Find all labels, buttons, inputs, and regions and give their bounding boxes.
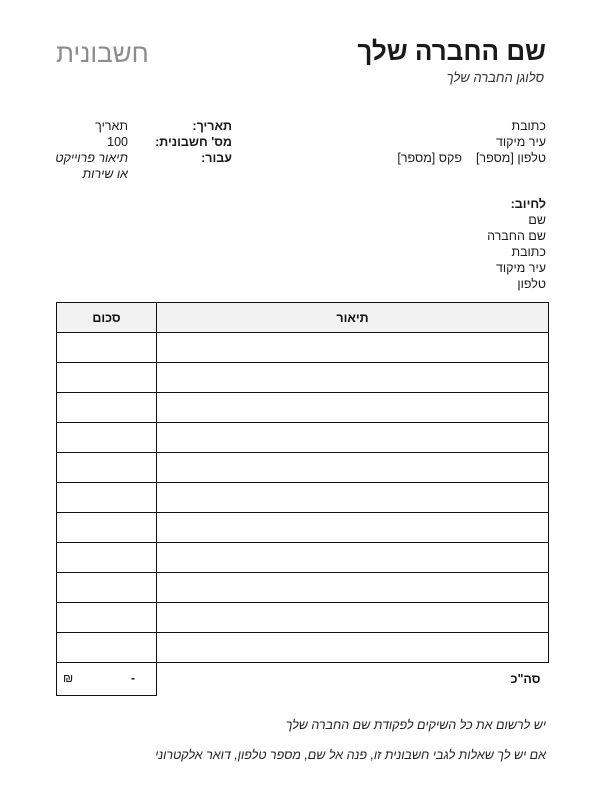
table-row	[57, 603, 549, 633]
table-row	[57, 393, 549, 423]
company-slogan: סלוגן החברה שלך	[446, 70, 544, 85]
description-cell[interactable]	[157, 633, 549, 663]
company-phone: טלפון [מספר]	[475, 151, 546, 165]
amount-cell[interactable]	[57, 603, 157, 633]
description-cell[interactable]	[157, 333, 549, 363]
table-row	[57, 513, 549, 543]
currency-symbol: ₪	[63, 671, 74, 685]
amount-cell[interactable]	[57, 423, 157, 453]
amount-cell[interactable]	[57, 543, 157, 573]
table-row	[57, 423, 549, 453]
bill-to-city-zip: עיר מיקוד	[495, 261, 546, 275]
amount-column-header: סכום	[57, 303, 157, 333]
amount-cell[interactable]	[57, 633, 157, 663]
company-city-zip: עיר מיקוד	[495, 135, 546, 149]
description-cell[interactable]	[157, 573, 549, 603]
total-label: סה"כ	[157, 663, 549, 696]
company-fax: פקס [מספר]	[397, 151, 462, 165]
total-row	[57, 663, 549, 696]
company-address-block	[316, 118, 546, 166]
amount-cell[interactable]	[57, 513, 157, 543]
bill-to-company: שם החברה	[487, 229, 546, 243]
table-row	[57, 453, 549, 483]
amount-cell[interactable]	[57, 393, 157, 423]
description-cell[interactable]	[157, 603, 549, 633]
invoice-labels	[132, 118, 232, 166]
table-header-row	[57, 303, 549, 333]
date-value: תאריך	[95, 119, 128, 133]
description-cell[interactable]	[157, 543, 549, 573]
total-amount-cell[interactable]	[57, 663, 157, 696]
footer-questions-note: אם יש לך שאלות לגבי חשבונית זו, פנה אל שם, מספר טלפון, דואר אלקטרוני	[154, 748, 546, 762]
footer-checks-note: יש לרשום את כל השיקים לפקודת שם החברה שלך	[285, 718, 546, 732]
table-row	[57, 363, 549, 393]
description-column-header: תיאור	[157, 303, 549, 333]
document-title: חשבונית	[56, 38, 149, 68]
description-cell[interactable]	[157, 513, 549, 543]
company-name: שם החברה שלך	[357, 36, 546, 66]
table-row	[57, 573, 549, 603]
total-amount: -	[131, 671, 135, 685]
bill-to-address: כתובת	[511, 245, 546, 259]
amount-cell[interactable]	[57, 483, 157, 513]
company-address: כתובת	[511, 119, 546, 133]
date-label: תאריך:	[192, 119, 232, 133]
description-cell[interactable]	[157, 363, 549, 393]
table-row	[57, 633, 549, 663]
invoice-items-table	[56, 302, 549, 696]
bill-to-phone: טלפון	[517, 277, 546, 291]
invoice-values	[48, 118, 128, 182]
description-cell[interactable]	[157, 393, 549, 423]
description-cell[interactable]	[157, 453, 549, 483]
amount-cell[interactable]	[57, 363, 157, 393]
company-contact-line	[316, 150, 546, 166]
invoice-number-label: מס' חשבונית:	[155, 135, 232, 149]
amount-cell[interactable]	[57, 453, 157, 483]
amount-cell[interactable]	[57, 573, 157, 603]
for-value: תיאור פרוייקט או שירות	[55, 151, 128, 181]
description-cell[interactable]	[157, 483, 549, 513]
invoice-number-value: 100	[107, 135, 128, 149]
description-cell[interactable]	[157, 423, 549, 453]
table-row	[57, 483, 549, 513]
table-row	[57, 543, 549, 573]
bill-to-name: שם	[528, 213, 546, 227]
table-row	[57, 333, 549, 363]
for-label: עבור:	[201, 151, 232, 165]
bill-to-block	[487, 196, 546, 292]
bill-to-label: לחיוב:	[510, 197, 546, 211]
amount-cell[interactable]	[57, 333, 157, 363]
